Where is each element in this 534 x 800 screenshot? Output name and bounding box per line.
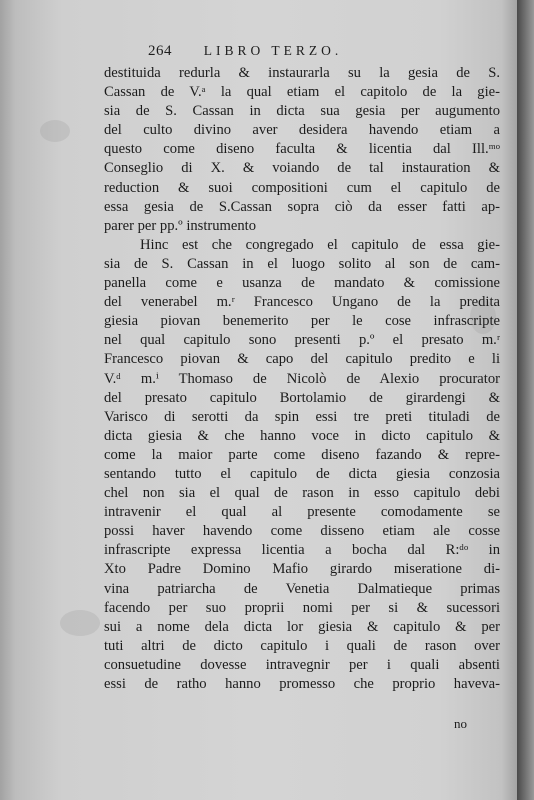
text-line: Xto Padre Domino Mafio girardo miseratione di- [104,561,500,578]
text-line: facendo per suo proprii nomi per si & sucessori [104,599,500,616]
text-line: Hinc est che congregado el capitulo de essa gie- [140,236,500,253]
text-line: come la maior parte come diseno fazando & repre- [104,446,500,463]
text-line: possi haver havendo come disseno etiam ale cosse [104,523,500,540]
text-line: reduction & suoi compositioni cum el capitulo de [104,179,500,196]
text-line: sentando tutto el capitulo de dicta giesia conzosia [104,465,500,482]
text-line: sia de S. Cassan in el luogo solito al son de cam- [104,255,500,272]
page-number: 264 [148,43,172,59]
text-line: essa gesia de S.Cassan sopra ciò da esser fatti ap- [104,198,500,215]
page-edge-shadow [517,0,534,800]
running-title: LIBRO TERZO. [203,43,343,58]
text-line: Conseglio di X. & voiando de tal instauration & [104,160,500,177]
text-line: Francesco piovan & capo del capitulo predito e li [104,351,500,368]
text-line: nel qual capitulo sono presenti p.º el presato m.ʳ [104,332,500,349]
text-line: intravenir el qual al presente comodamente se [104,504,500,521]
text-line: destituida redurla & instaurarla su la gesia de S. [104,65,500,81]
text-line: questo come diseno faculta & licentia dal Ill.ᵐᵒ [104,141,500,158]
text-line: V.ᵈ m.ⁱ Thomaso de Nicolò de Alexio procurator [104,370,500,387]
text-line: Cassan de V.ᵃ la qual etiam el capitolo de la gie- [104,84,500,101]
text-line: del venerabel m.ʳ Francesco Ungano de la predita [104,294,500,311]
page-header [148,43,342,60]
text-line: del culto divino aver desidera havendo etiam a [104,122,500,139]
text-line: chel non sia el qual de rason in esso capitulo debi [104,485,500,502]
text-line: sui a nome dela dicta lor giesia & capitulo & per [104,618,500,635]
paper-stain [40,120,70,142]
body-text [104,64,500,694]
text-line: del presato capitulo Bortolamio de girardengi & [104,389,500,406]
catchword: no [454,716,467,731]
text-line: parer per pp.º instrumento [104,217,257,234]
text-line: sia de S. Cassan in dicta sua gesia per augumento [104,103,500,120]
text-line: dicta giesia & che hanno voce in dicto capitulo & [104,427,500,444]
text-line: consuetudine dovesse intravegnir per i quali absenti [104,656,500,673]
text-line: infrascripte expressa licentia a bocha dal R:ᵈᵒ in [104,542,500,559]
text-line: essi de ratho hanno promesso che proprio haveva- [104,676,500,692]
text-line: tuti altri de dicto capitulo i quali de rason over [104,637,500,654]
paper-stain [60,610,100,636]
text-line: panella come e usanza de mandato & comissione [104,275,500,292]
text-line: vina patriarcha de Venetia Dalmatieque primas [104,580,500,597]
text-line: giesia piovan benemerito per le cose infrascripte [104,313,500,330]
text-line: Varisco di serotti da spin essi tre preti tituladi de [104,408,500,425]
